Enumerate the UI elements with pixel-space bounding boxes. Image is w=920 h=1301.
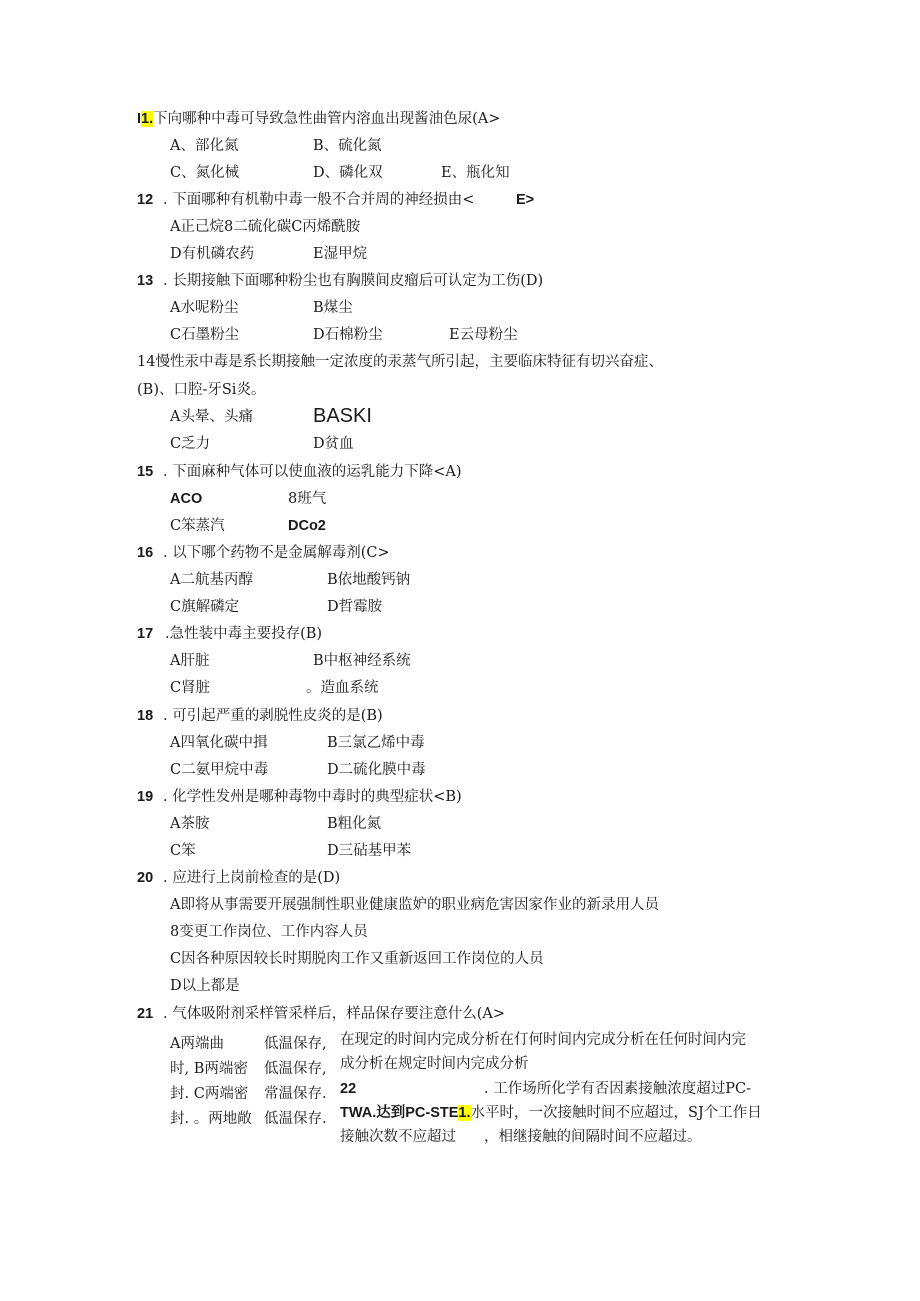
q18-option-b: B三氯乙烯中毒 xyxy=(327,735,425,751)
q21-col1-line: A两端曲 xyxy=(170,1036,224,1052)
q21-col2-line: 常温保存. xyxy=(264,1086,327,1102)
q21-col1-line: 封. C两端密 xyxy=(170,1086,249,1102)
q22-line3b: ，相继接触的间隔时间不应超过。 xyxy=(484,1129,702,1145)
q12-option-d: D有机磷农药 xyxy=(170,246,255,262)
q16-number: 16 xyxy=(137,545,154,561)
q14-option-d: D贫血 xyxy=(313,436,354,452)
q11-option-c: C、氮化械 xyxy=(170,165,240,181)
q14-option-a: A头晕、头痛 xyxy=(170,409,253,425)
q13-option-e: E云母粉尘 xyxy=(449,327,518,343)
q11-option-b: B、硫化氮 xyxy=(313,138,382,154)
q19-stem: . 化学性发州是哪种毒物中毒时的典型症状<B) xyxy=(163,789,462,805)
q13-stem: . 长期接触下面哪种粉尘也有胸膜间皮瘤后可认定为工伤(D) xyxy=(163,273,544,289)
q16-option-c: C旗解磷定 xyxy=(170,599,240,615)
q22-line3a: 接触次数不应超过 xyxy=(340,1129,456,1145)
q21-col2-line: 低温保存. xyxy=(264,1111,327,1127)
q21-col1-line: 封. 。两地敞 xyxy=(170,1111,252,1127)
q20-option-b: 8变更工作岗位、工作内容人员 xyxy=(170,924,368,940)
q11-stem: I1.下向哪种中毒可导致急性曲管内溶血出现酱油色尿(A> xyxy=(137,111,501,127)
q17-stem: .急性装中毒主要投存(B) xyxy=(165,626,323,642)
q19-option-d: D三砧基甲苯 xyxy=(327,843,412,859)
q16-option-a: A二航基丙醇 xyxy=(170,572,253,588)
q20-option-a: A即将从事需要开展强制性职业健康监妒的职业病危害因家作业的新录用人员 xyxy=(170,897,659,913)
q17-option-b: B中枢神经系统 xyxy=(313,653,411,669)
q22-number: 22 xyxy=(340,1081,357,1097)
q14-stem-line1: 14慢性汞中毒是系长期接触一定浓度的汞蒸气所引起，主要临床特征有切兴奋症、 xyxy=(137,354,663,370)
q17-option-d: 。造血系统 xyxy=(306,680,379,696)
q19-option-c: C笨 xyxy=(170,843,196,859)
q11-option-e: E、瓶化知 xyxy=(441,165,510,181)
q17-number: 17 xyxy=(137,626,154,642)
q18-stem: . 可引起严重的剥脱性皮炎的是(B) xyxy=(163,708,383,724)
q19-option-a: A茶胺 xyxy=(170,816,210,832)
q19-number: 19 xyxy=(137,789,154,805)
q13-option-c: C石墨粉尘 xyxy=(170,327,240,343)
q19-option-b: B粗化氮 xyxy=(327,816,382,832)
q21-col2-line: 低温保存, xyxy=(264,1036,327,1052)
q15-option-a: ACO xyxy=(170,491,203,507)
q13-number: 13 xyxy=(137,273,154,289)
q12-option-e: E湿甲烷 xyxy=(313,246,368,262)
q16-option-b: B依地酸钙钠 xyxy=(327,572,411,588)
q14-stem-line2: (B)、口腔-牙Si炎。 xyxy=(137,382,266,398)
q16-option-d: D哲霉胺 xyxy=(327,599,383,615)
q14-option-c: C乏力 xyxy=(170,436,211,452)
q21-options-line2: 成分析在规定时间内完成分析 xyxy=(340,1056,529,1072)
q21-col2-line: 低温保存, xyxy=(264,1061,327,1077)
q12-options-abc: A正己烷8二硫化碳C丙烯酰胺 xyxy=(170,219,361,235)
q15-option-d: DCo2 xyxy=(288,518,326,534)
q22-line2: TWA.达到PC-STE1.水平时，一次接触时间不应超过，SJ个工作日 xyxy=(340,1105,762,1121)
q20-option-d: D以上都是 xyxy=(170,978,240,994)
q21-stem: . 气体吸附剂采样管采样后，样品保存要注意什么(A> xyxy=(163,1006,505,1022)
highlight-mark: 1. xyxy=(141,111,154,127)
q22-stem: . 工作场所化学有否因素接触浓度超过PC- xyxy=(484,1081,751,1097)
q18-number: 18 xyxy=(137,708,154,724)
q12-number: 12 xyxy=(137,192,154,208)
q15-stem: . 下面麻种气体可以使血液的运乳能力下降<A) xyxy=(163,464,462,480)
q13-option-b: B煤尘 xyxy=(313,300,353,316)
q18-option-a: A四氧化碳中揖 xyxy=(170,735,268,751)
q21-options-line1: 在现定的时间内完成分析在仃何时间内完成分析在任何时间内完 xyxy=(340,1032,746,1048)
q12-stem: . 下面哪种有机勒中毒一般不合并周的神经损由< xyxy=(163,192,475,208)
q14-option-b: BASKI xyxy=(313,405,372,427)
q20-number: 20 xyxy=(137,870,154,886)
q11-option-d: D、磷化双 xyxy=(313,165,383,181)
q17-option-a: A肝脏 xyxy=(170,653,210,669)
q13-option-a: A水呢粉尘 xyxy=(170,300,239,316)
q12-answer: E> xyxy=(516,192,535,208)
q21-number: 21 xyxy=(137,1006,154,1022)
q17-option-c: C肾脏 xyxy=(170,680,211,696)
q15-number: 15 xyxy=(137,464,154,480)
q15-option-b: 8班气 xyxy=(288,491,327,507)
q11-option-a: A、部化氮 xyxy=(170,138,239,154)
q16-stem: . 以下哪个药物不是金属解毒剂(C> xyxy=(163,545,390,561)
q18-option-c: C二氨甲烷中毒 xyxy=(170,762,269,778)
highlight-mark: 1. xyxy=(458,1105,471,1121)
q20-option-c: C因各种原因较长时期脱肉工作又重新返回工作岗位的人员 xyxy=(170,951,544,967)
q18-option-d: D二硫化膜中毒 xyxy=(327,762,426,778)
q21-col1-line: 时, B两端密 xyxy=(170,1061,248,1077)
q15-option-c: C笨蒸汽 xyxy=(170,518,225,534)
q13-option-d: D石棉粉尘 xyxy=(313,327,383,343)
q20-stem: . 应进行上岗前检查的是(D) xyxy=(163,870,341,886)
